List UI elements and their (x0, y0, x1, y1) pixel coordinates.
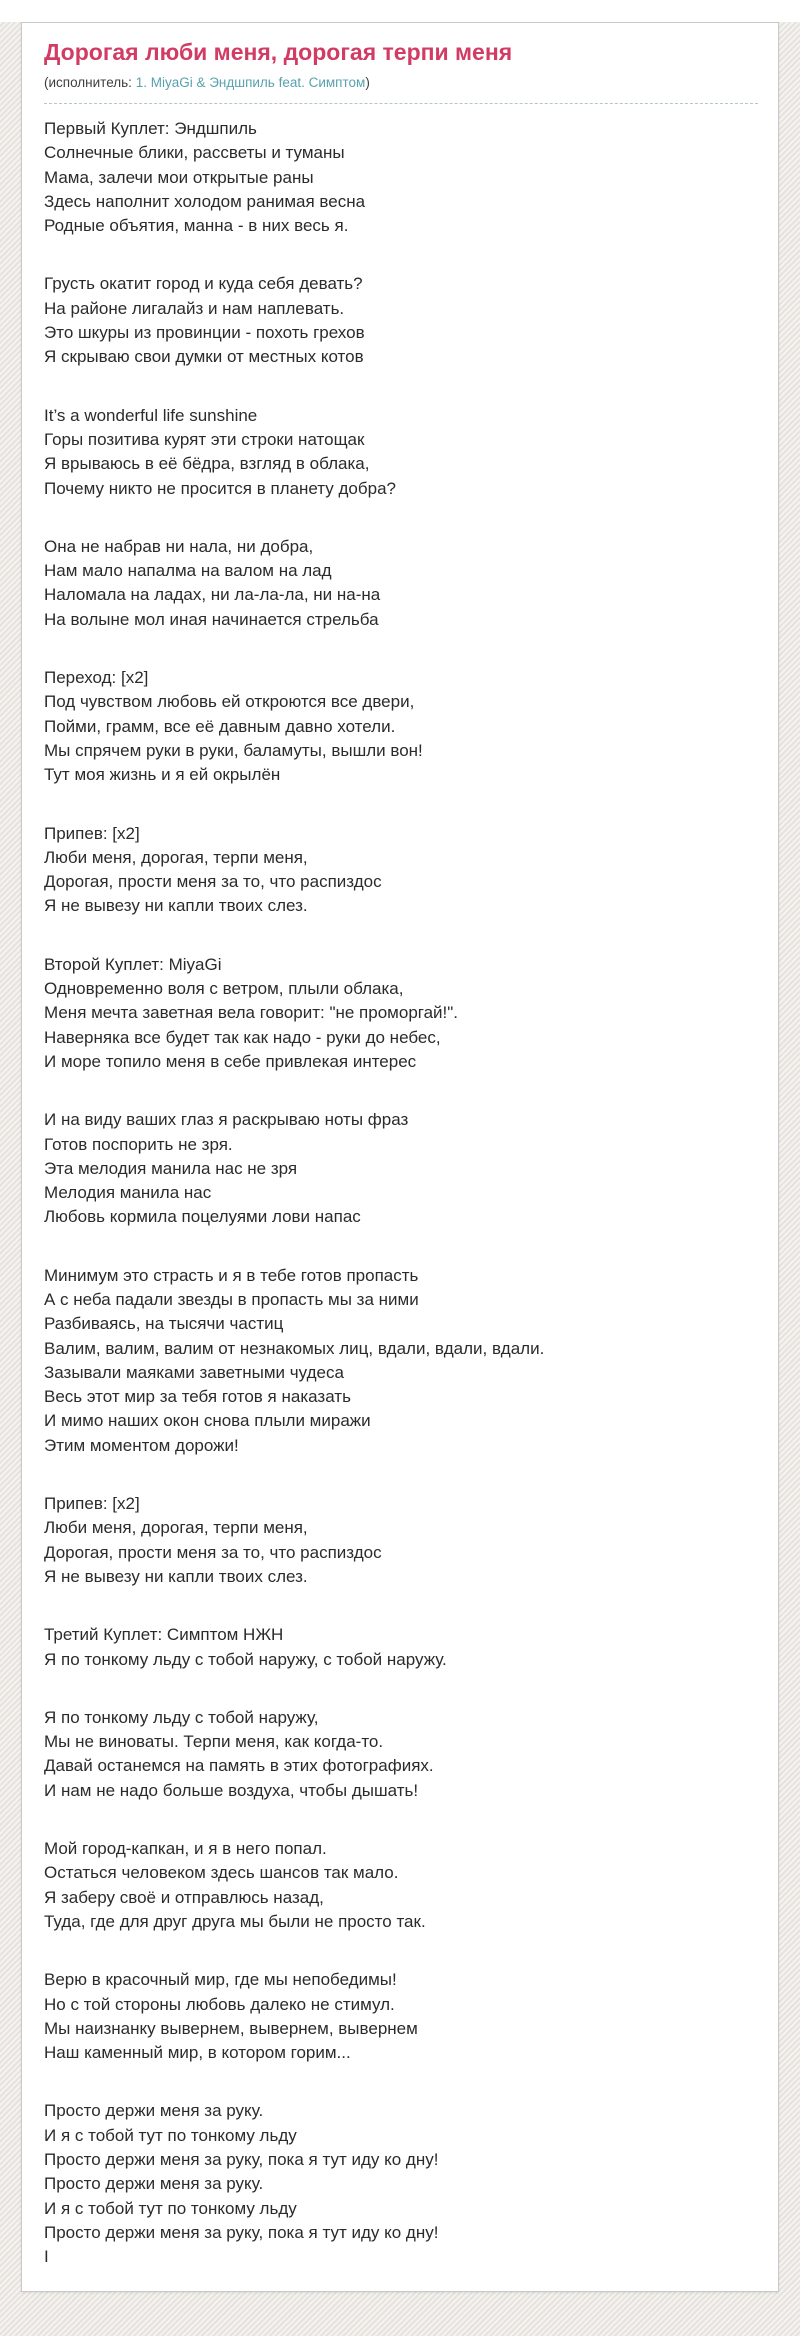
lyrics-stanza: Второй Куплет: MiyaGi Одновременно воля с ветром, плыли облака, Меня мечта заветная вела говорит: "не проморгай!". Наверняка все будет так как надо - руки до небес, И море топило меня в себе привлекая интерес (44, 954, 459, 1071)
lyrics-stanza: Припев: [x2] Люби меня, дорогая, терпи меня, Дорогая, прости меня за то, что распиздос Я не вывезу ни капли твоих слез. (44, 1494, 382, 1586)
artist-line (44, 74, 758, 104)
lyrics-stanza: Минимум это страсть и я в тебе готов пропасть А с неба падали звезды в пропасть мы за ними Разбиваясь, на тысячи частиц Валим, валим, валим от незнакомых лиц, вдали, вдали, вдали. Зазывали маяками заветными чудеса Весь этот мир за тебя готов я наказать И мимо наших окон снова плыли миражи Этим моментом дорожи! (44, 1265, 545, 1455)
lyrics-text (44, 104, 758, 2269)
lyrics-stanza: Первый Куплет: Эндшпиль Солнечные блики, рассветы и туманы Мама, залечи мои открытые раны Здесь наполнит холодом ранимая весна Родные объятия, манна - в них весь я. (44, 119, 366, 236)
artist-close-paren: ) (365, 75, 370, 90)
lyrics-stanza: Она не набрав ни нала, ни добра, Нам мало напалма на валом на лад Наломала на ладах, ни ла-ла-ла, ни на-на На волыне мол иная начинается стрельба (44, 536, 381, 629)
lyrics-stanza: Третий Куплет: Симптом НЖН Я по тонкому льду с тобой наружу, с тобой наружу. (44, 1625, 447, 1669)
artist-label: (исполнитель: (44, 75, 136, 90)
lyrics-stanza: И на виду ваших глаз я раскрываю ноты фраз Готов поспорить не зря. Эта мелодия манила нас не зря Мелодия манила нас Любовь кормила поцелуями лови напас (44, 1110, 409, 1227)
lyrics-stanza: Припев: [x2] Люби меня, дорогая, терпи меня, Дорогая, прости меня за то, что распиздос Я не вывезу ни капли твоих слез. (44, 823, 382, 916)
lyrics-stanza: Мой город-капкан, и я в него попал. Остаться человеком здесь шансов так мало. Я заберу своё и отправлюсь назад, Туда, где для друг друга мы были не просто так. (44, 1839, 426, 1931)
lyrics-stanza: Просто держи меня за руку. И я с тобой тут по тонкому льду Просто держи меня за руку, пока я тут иду ко дну! Просто держи меня за руку. И я с тобой тут по тонкому льду Просто держи меня за руку, пока я тут иду ко дну! I (44, 2101, 439, 2267)
artist-link[interactable]: 1. MiyaGi & Эндшпиль feat. Симптом (135, 75, 366, 90)
lyrics-stanza: Грусть окатит город и куда себя девать? На районе лигалайз и нам наплевать. Это шкуры из провинции - похоть грехов Я скрываю свои думки от местных котов (44, 274, 365, 367)
lyrics-stanza: Я по тонкому льду с тобой наружу, Мы не виноваты. Терпи меня, как когда-то. Давай останемся на память в этих фотографиях. И нам не надо больше воздуха, чтобы дышать! (44, 1707, 434, 1800)
lyrics-card (21, 22, 779, 2292)
song-title: Дорогая люби меня, дорогая терпи меня (44, 39, 513, 65)
lyrics-stanza: Верю в красочный мир, где мы непобедимы! Но с той стороны любовь далеко не стимул. Мы наизнанку вывернем, вывернем, вывернем Наш каменный мир, в котором горим... (44, 1970, 418, 2063)
lyrics-stanza: Переход: [x2] Под чувством любовь ей откроются все двери, Пойми, грамм, все её давным давно хотели. Мы спрячем руки в руки, баламуты, вышли вон! Тут моя жизнь и я ей окрылён (44, 668, 423, 785)
lyrics-stanza: It’s a wonderful life sunshine Горы позитива курят эти строки натощак Я врываюсь в её бёдра, взгляд в облака, Почему никто не просится в планету добра? (44, 405, 396, 498)
